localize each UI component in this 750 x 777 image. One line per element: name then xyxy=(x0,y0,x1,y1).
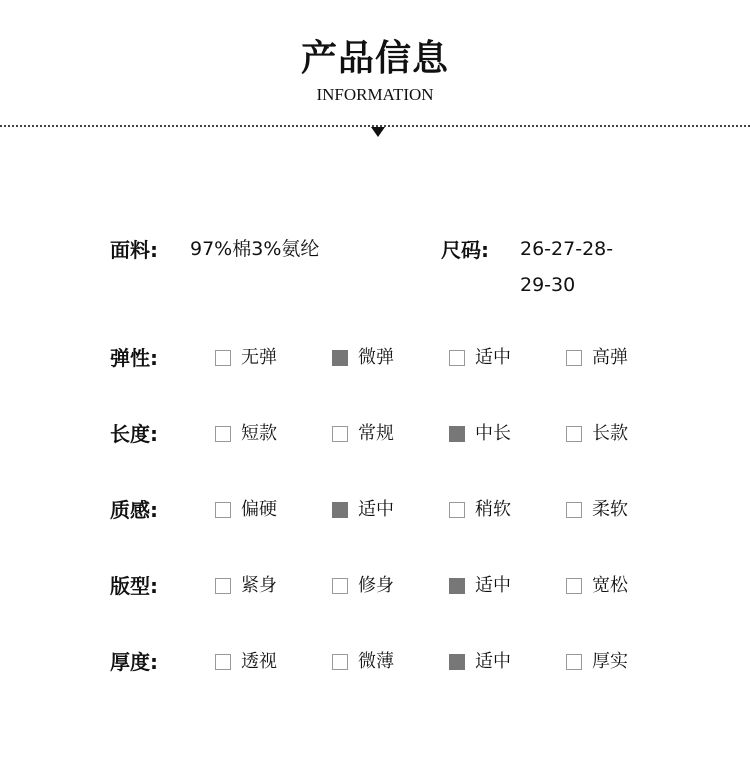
checkbox-icon xyxy=(332,654,348,670)
option-label: 稍软 xyxy=(475,499,511,520)
attribute-option xyxy=(566,573,628,599)
attribute-option xyxy=(215,649,277,675)
arrow-down-icon xyxy=(371,127,385,137)
attribute-label: 长度: xyxy=(110,422,158,446)
checkbox-icon xyxy=(215,426,231,442)
checkbox-icon xyxy=(215,350,231,366)
checkbox-icon xyxy=(449,502,465,518)
page-subtitle: INFORMATION xyxy=(316,85,434,104)
size-value-line2: 29-30 xyxy=(520,274,576,296)
option-label: 适中 xyxy=(475,347,511,368)
checkbox-icon xyxy=(332,350,348,366)
option-label: 无弹 xyxy=(241,347,277,368)
option-label: 适中 xyxy=(475,575,511,596)
option-label: 适中 xyxy=(475,651,511,672)
option-label: 高弹 xyxy=(592,347,628,368)
checkbox-icon xyxy=(449,426,465,442)
attribute-option xyxy=(215,421,277,447)
checkbox-icon xyxy=(566,350,582,366)
option-label: 中长 xyxy=(475,423,511,444)
checkbox-icon xyxy=(332,502,348,518)
checkbox-icon xyxy=(215,502,231,518)
attribute-option xyxy=(449,649,511,675)
option-label: 短款 xyxy=(241,423,277,444)
size-value-line1: 26-27-28- xyxy=(520,238,614,260)
attribute-option xyxy=(215,573,277,599)
attribute-option xyxy=(449,573,511,599)
attribute-option xyxy=(215,345,277,371)
fabric-label: 面料: xyxy=(110,238,158,262)
option-label: 微薄 xyxy=(358,651,394,672)
attribute-label: 弹性: xyxy=(110,346,158,370)
size-label: 尺码: xyxy=(441,238,489,262)
checkbox-icon xyxy=(332,426,348,442)
attribute-option xyxy=(332,421,394,447)
option-label: 柔软 xyxy=(592,499,628,520)
option-label: 常规 xyxy=(358,423,394,444)
attribute-option xyxy=(215,497,277,523)
attribute-option xyxy=(449,421,511,447)
option-label: 微弹 xyxy=(358,347,394,368)
attribute-label: 质感: xyxy=(110,498,158,522)
checkbox-icon xyxy=(449,350,465,366)
option-label: 厚实 xyxy=(592,651,628,672)
checkbox-icon xyxy=(449,578,465,594)
attribute-option xyxy=(449,497,511,523)
checkbox-icon xyxy=(449,654,465,670)
fabric-value: 97%棉3%氨纶 xyxy=(190,238,320,260)
page-title: 产品信息 xyxy=(300,38,449,79)
option-label: 偏硬 xyxy=(241,499,277,520)
attribute-option xyxy=(566,421,628,447)
checkbox-icon xyxy=(566,578,582,594)
checkbox-icon xyxy=(215,578,231,594)
attribute-label: 版型: xyxy=(110,574,158,598)
option-label: 透视 xyxy=(241,651,277,672)
option-label: 长款 xyxy=(592,423,628,444)
checkbox-icon xyxy=(566,502,582,518)
checkbox-icon xyxy=(215,654,231,670)
attribute-label: 厚度: xyxy=(110,650,158,674)
attribute-option xyxy=(332,649,394,675)
option-label: 紧身 xyxy=(241,575,277,596)
attribute-option xyxy=(332,497,394,523)
attribute-option xyxy=(566,345,628,371)
attribute-option xyxy=(332,573,394,599)
attribute-option xyxy=(332,345,394,371)
option-label: 宽松 xyxy=(592,575,628,596)
option-label: 修身 xyxy=(358,575,394,596)
attribute-option xyxy=(566,497,628,523)
checkbox-icon xyxy=(566,426,582,442)
checkbox-icon xyxy=(332,578,348,594)
checkbox-icon xyxy=(566,654,582,670)
attribute-option xyxy=(449,345,511,371)
attribute-option xyxy=(566,649,628,675)
option-label: 适中 xyxy=(358,499,394,520)
